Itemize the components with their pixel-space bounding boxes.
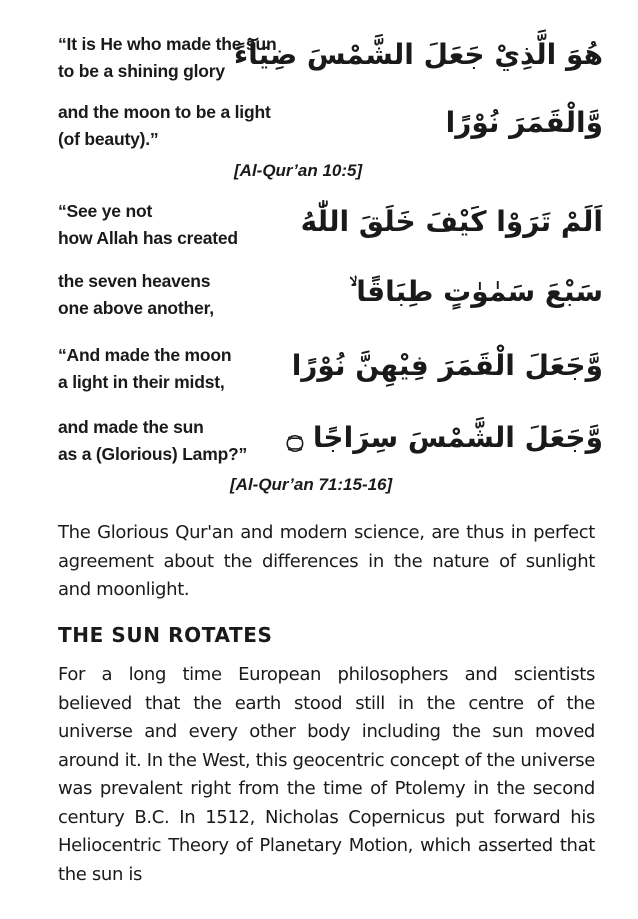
verse-english-text (58, 268, 214, 322)
verse-arabic-text: سَبْعَ سَمٰوٰتٍ طِبَاقًا ۙ (349, 275, 603, 308)
verse-english-line: one above another, (58, 298, 214, 318)
verse-sun-shining-glory (58, 31, 603, 87)
verse-english-text (58, 198, 238, 252)
verse-see-ye-not (58, 198, 603, 254)
verse-english-line: (of beauty).” (58, 129, 159, 149)
verse-moon-in-their-midst (58, 342, 603, 398)
verse-english-text (58, 99, 271, 153)
verse-english-line: “And made the moon (58, 345, 232, 365)
verse-english-line: as a (Glorious) Lamp?” (58, 444, 248, 464)
verse-english-line: to be a shining glory (58, 61, 225, 81)
verse-english-text (58, 414, 247, 468)
paragraph-agreement: The Glorious Qur'an and modern science, are thus in perfect agreement about the differences in the nature of sunlight and moonlight. (58, 522, 595, 600)
paragraph-geocentric: For a long time European philosophers and scientists believed that the earth stood still in the centre of the universe and every other body including the sun moved around it. In the West, this geocentric concept of the universe was prevalent right from the time of Ptolemy in the second century B.C. In 1512, Nicholas Copernicus put forward his Heliocentric Theory of Planetary Motion, which asserted that the sun is (58, 664, 595, 885)
verse-english-text (58, 342, 231, 396)
verse-arabic-text: وَّجَعَلَ الْقَمَرَ فِيْهِنَّ نُوْرًا (291, 349, 603, 382)
citation-quran-10-5: [Al-Qur’an 10:5] (234, 161, 363, 180)
verse-english-line: and the moon to be a light (58, 102, 271, 122)
verse-seven-heavens (58, 268, 603, 324)
verse-sun-glorious-lamp (58, 414, 603, 470)
section-heading: THE SUN ROTATES (58, 623, 273, 647)
verse-english-line: and made the sun (58, 417, 204, 437)
verse-arabic-text: وَّالْقَمَرَ نُوْرًا (445, 106, 603, 139)
verse-arabic-text: هُوَ الَّذِيْ جَعَلَ الشَّمْسَ ضِيَآءً (233, 38, 603, 71)
verse-english-line: how Allah has created (58, 228, 238, 248)
verse-english-line: the seven heavens (58, 271, 211, 291)
verse-english-line: a light in their midst, (58, 372, 225, 392)
verse-moon-light (58, 99, 603, 155)
verse-english-line: “It is He who made the sun (58, 34, 277, 54)
citation-quran-71-15-16: [Al-Qur’an 71:15-16] (230, 475, 393, 494)
verse-arabic-text: اَلَمْ تَرَوْا كَيْفَ خَلَقَ اللّٰهُ (300, 205, 603, 238)
verse-arabic-text: وَّجَعَلَ الشَّمْسَ سِرَاجًا ۝ (286, 421, 603, 454)
verse-english-line: “See ye not (58, 201, 153, 221)
